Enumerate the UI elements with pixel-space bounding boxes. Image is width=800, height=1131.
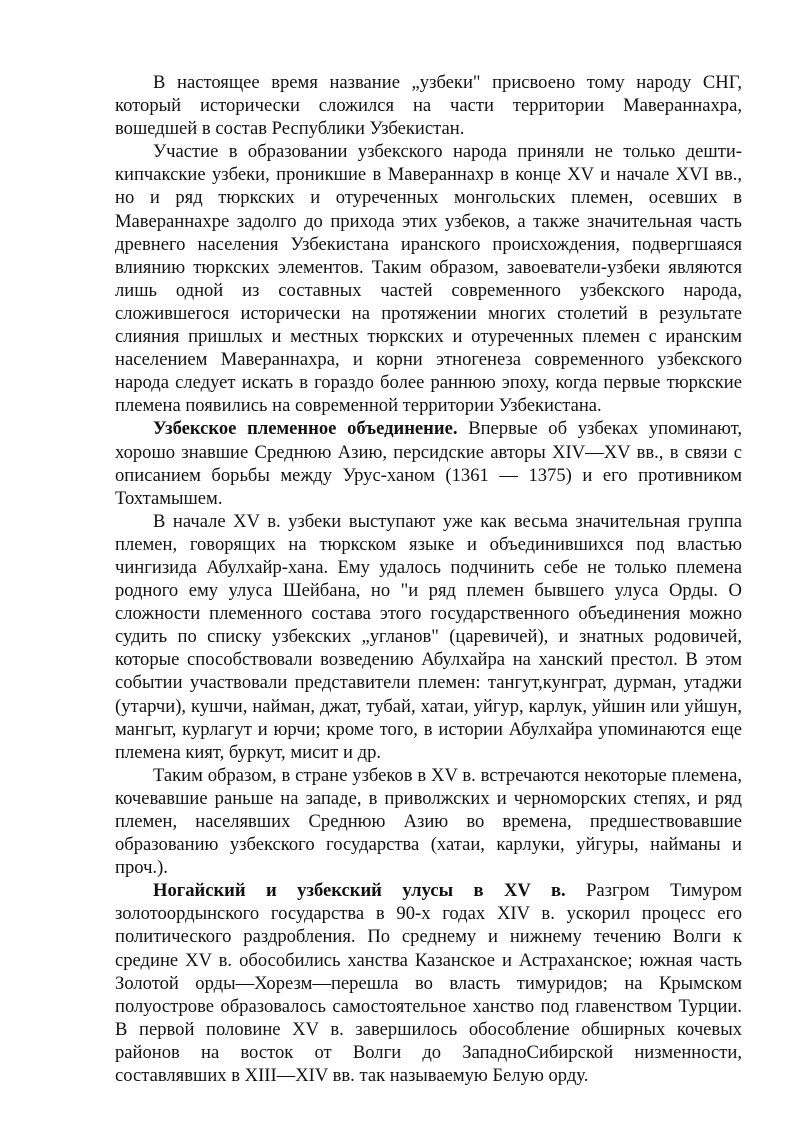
paragraph-text: В настоящее время название „узбеки" присвоено тому народу СНГ, который исторически сложился на части территории Мавераннахра, вошедшей в состав Республики Узбекистан. (115, 72, 742, 140)
paragraph-uzbek-name (115, 71, 742, 140)
paragraph-text: Впервые об узбеках упоминают, хорошо знавшие Среднюю Азию, персидские авторы XIV—XV вв., в связи с описанием борьбы между Урус-ханом (1361 — 1375) и его противником Тохтамышем. (115, 418, 742, 509)
paragraph-text: Участие в образовании узбекского народа приняли не только дешти-кипчакские узбеки, проникшие в Мавераннахр в конце XV и начале XVI вв., но и ряд тюркских и отуреченных монгольских племен, осевших в Мавераннахре задолго до прихода этих узбеков, а также значительная часть древнего населения Узбекистана иранского происхождения, подвергшаяся влиянию тюркских элементов. Таким образом, завоеватели-узбеки являются лишь одной из составных частей современного узбекского народа, сложившегося исторически на протяжении многих столетий в результате слияния пришлых и местных тюркских и отуреченных племен с иранским населением Мавераннахра, и корни этногенеза современного узбекского народа следует искать в гораздо более раннюю эпоху, когда первые тюркские племена появились на современной территории Узбекистана. (115, 141, 742, 417)
paragraph-tribes-summary (115, 764, 742, 879)
paragraph-text: Таким образом, в стране узбеков в XV в. встречаются некоторые племена, кочевавшие раньше на западе, в приволжских и черноморских степях, и ряд племен, населявших Среднюю Азию во времена, предшествовавшие образованию узбекского государства (хатаи, карлуки, уйгуры, найманы и проч.). (115, 764, 742, 879)
paragraph-uzbek-ethnogenesis (115, 140, 742, 417)
paragraph-abulkhair (115, 510, 742, 764)
section-heading: Ногайский и узбекский улусы в XV в. (153, 880, 566, 902)
document-page (115, 71, 742, 1087)
section-heading: Узбекское племенное объединение. (153, 418, 458, 440)
paragraph-tribal-union (115, 417, 742, 509)
paragraph-text: В начале XV в. узбеки выступают уже как весьма значительная группа племен, говорящих на тюркском языке и объединившихся под властью чингизида Абулхайр-хана. Ему удалось подчинить себе не только племена родного ему улуса Шейбана, но "и ряд племен бывшего улуса Орды. О сложности племенного состава этого государственного объединения можно судить по списку узбекских „угланов" (царевичей), и знатных родовичей, которые способствовали возведению Абулхайра на ханский престол. В этом событии участвовали представители племен: тангут,кунграт, дурман, утаджи (утарчи), кушчи, найман, джат, тубай, хатаи, уйгур, карлук, уйшин или уйшун, мангыт, курлагут и юрчи; кроме того, в истории Абулхайра упоминаются еще племена кият, буркут, мисит и др. (115, 510, 742, 763)
paragraph-text: Разгром Тимуром золотоордынского государства в 90-х годах XIV в. ускорил процесс его политического раздробления. По среднему и нижнему течению Волги к средине XV в. обособились ханства Казанское и Астраханское; южная часть Золотой орды—Хорезм—перешла во власть тимуридов; на Крымском полуострове образовалось самостоятельное ханство под главенством Турции. В первой половине XV в. завершилось обособление обширных кочевых районов на восток от Волги до ЗападноСибирской низменности, составлявших в XIII—XIV вв. так называемую Белую орду. (115, 880, 742, 1087)
paragraph-nogai-uzbek-ulus (115, 879, 742, 1087)
